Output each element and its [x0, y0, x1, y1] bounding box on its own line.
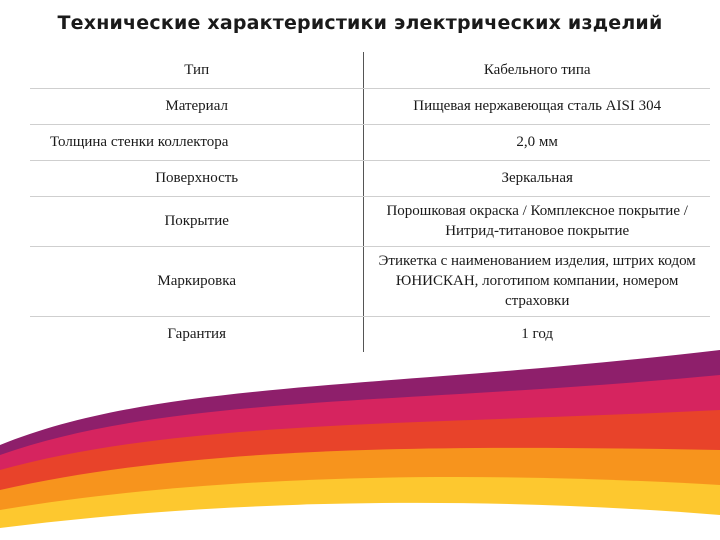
row-value: Порошковая окраска / Комплексное покрытие / Нитрид-титановое покрытие	[364, 196, 710, 246]
table-row	[30, 88, 710, 124]
row-value: Пищевая нержавеющая сталь AISI 304	[364, 88, 710, 124]
row-label: Материал	[30, 88, 364, 124]
row-label: Тип	[30, 52, 364, 88]
row-label: Покрытие	[30, 196, 364, 246]
row-value: 1 год	[521, 326, 554, 343]
table-row	[30, 246, 710, 316]
table-row	[30, 124, 710, 160]
row-label: Толщина стенки коллектора	[30, 124, 364, 160]
table-row	[30, 52, 710, 88]
page-title: Технические характеристики электрических изделий	[57, 12, 663, 34]
row-label: Маркировка	[30, 246, 364, 316]
row-label: Поверхность	[30, 160, 364, 196]
row-value: Этикетка с наименованием изделия, штрих кодом ЮНИСКАН, логотипом компании, номером страховки	[364, 246, 710, 316]
spec-table	[30, 52, 710, 352]
table-row	[30, 196, 710, 246]
decorative-waves	[0, 350, 720, 540]
row-value: Кабельного типа	[364, 52, 710, 88]
row-value: Зеркальная	[364, 160, 710, 196]
row-value: 2,0 мм	[364, 124, 710, 160]
table-row	[30, 160, 710, 196]
table-row	[30, 316, 710, 352]
row-label: Гарантия	[30, 316, 364, 352]
